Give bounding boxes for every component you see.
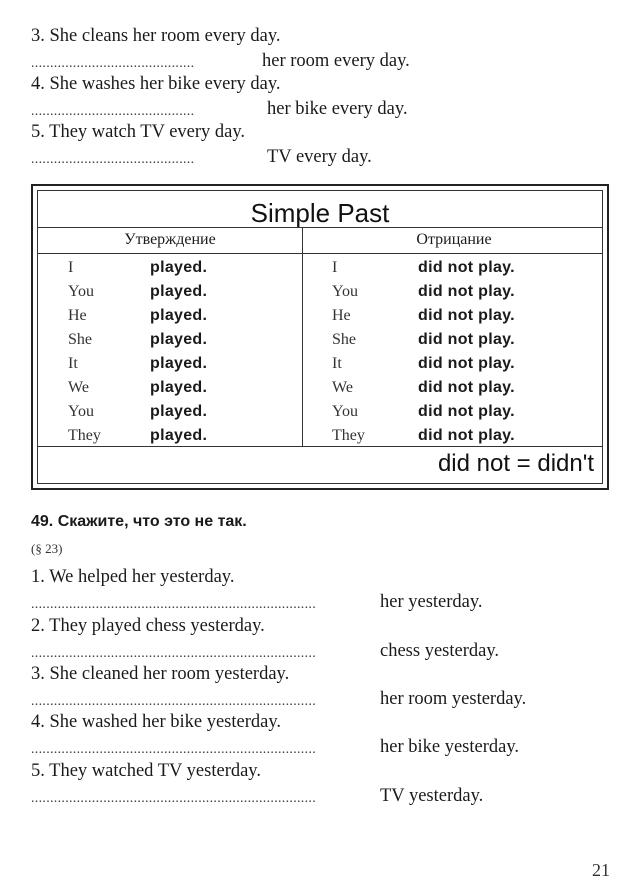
sentence-4: 4. She washed her bike yesterday. bbox=[31, 712, 282, 732]
exercise-reference: (§ 23) bbox=[31, 541, 63, 556]
divider bbox=[38, 446, 602, 447]
affirmative-verb: played. bbox=[150, 403, 208, 420]
affirmative-header: Утверждение bbox=[124, 231, 216, 248]
negative-verb: did not play. bbox=[418, 355, 515, 372]
completion-2: chess yesterday. bbox=[380, 641, 500, 661]
completion-1: her yesterday. bbox=[380, 592, 483, 612]
negative-verb: did not play. bbox=[418, 331, 515, 348]
negative-pronoun: It bbox=[332, 355, 342, 372]
negative-verb: did not play. bbox=[418, 427, 515, 444]
answer-blank-5[interactable]: ........................................... bbox=[31, 152, 195, 167]
negative-verb: did not play. bbox=[418, 283, 515, 300]
affirmative-pronoun: They bbox=[68, 427, 101, 444]
negative-pronoun: I bbox=[332, 259, 338, 276]
affirmative-pronoun: We bbox=[68, 379, 89, 396]
completion-4: her bike yesterday. bbox=[380, 737, 520, 757]
negative-pronoun: She bbox=[332, 331, 356, 348]
sentence-1: 1. We helped her yesterday. bbox=[31, 567, 235, 587]
negative-pronoun: You bbox=[332, 283, 358, 300]
affirmative-verb: played. bbox=[150, 331, 208, 348]
negative-pronoun: We bbox=[332, 379, 353, 396]
affirmative-pronoun: You bbox=[68, 403, 94, 420]
sentence-5: 5. They watch TV every day. bbox=[31, 122, 246, 142]
answer-blank-4[interactable]: ........................................................................... bbox=[31, 742, 316, 757]
answer-blank-4[interactable]: ........................................... bbox=[31, 104, 195, 119]
completion-5: TV every day. bbox=[267, 147, 372, 167]
column-divider bbox=[302, 227, 303, 447]
negative-header: Отрицание bbox=[416, 231, 492, 248]
affirmative-pronoun: It bbox=[68, 355, 78, 372]
affirmative-verb: played. bbox=[150, 427, 208, 444]
affirmative-verb: played. bbox=[150, 379, 208, 396]
exercise-title: 49. Скажите, что это не так. bbox=[31, 513, 247, 530]
negative-verb: did not play. bbox=[418, 379, 515, 396]
divider bbox=[38, 253, 602, 254]
affirmative-pronoun: He bbox=[68, 307, 87, 324]
completion-3: her room yesterday. bbox=[380, 689, 527, 709]
page-number: 21 bbox=[592, 860, 610, 880]
sentence-3: 3. She cleans her room every day. bbox=[31, 26, 281, 46]
answer-blank-5[interactable]: ........................................................................... bbox=[31, 791, 316, 806]
completion-5: TV yesterday. bbox=[380, 786, 484, 806]
table-title: Simple Past bbox=[250, 198, 390, 228]
affirmative-pronoun: She bbox=[68, 331, 92, 348]
affirmative-pronoun: I bbox=[68, 259, 74, 276]
sentence-3: 3. She cleaned her room yesterday. bbox=[31, 664, 290, 684]
answer-blank-2[interactable]: ........................................................................... bbox=[31, 646, 316, 661]
sentence-4: 4. She washes her bike every day. bbox=[31, 74, 281, 94]
completion-4: her bike every day. bbox=[267, 99, 408, 119]
table-footer: did not = didn't bbox=[437, 450, 594, 477]
affirmative-verb: played. bbox=[150, 355, 208, 372]
simple-past-table-inner bbox=[37, 190, 603, 484]
divider bbox=[38, 227, 602, 228]
negative-verb: did not play. bbox=[418, 307, 515, 324]
affirmative-verb: played. bbox=[150, 307, 208, 324]
sentence-2: 2. They played chess yesterday. bbox=[31, 616, 265, 636]
negative-pronoun: You bbox=[332, 403, 358, 420]
affirmative-verb: played. bbox=[150, 259, 208, 276]
simple-past-table bbox=[31, 184, 609, 490]
completion-3: her room every day. bbox=[262, 51, 410, 71]
affirmative-pronoun: You bbox=[68, 283, 94, 300]
negative-verb: did not play. bbox=[418, 403, 515, 420]
negative-pronoun: They bbox=[332, 427, 365, 444]
answer-blank-1[interactable]: ........................................................................... bbox=[31, 597, 316, 612]
affirmative-verb: played. bbox=[150, 283, 208, 300]
negative-verb: did not play. bbox=[418, 259, 515, 276]
sentence-5: 5. They watched TV yesterday. bbox=[31, 761, 261, 781]
answer-blank-3[interactable]: ........................................................................... bbox=[31, 694, 316, 709]
answer-blank-3[interactable]: ........................................... bbox=[31, 56, 195, 71]
negative-pronoun: He bbox=[332, 307, 351, 324]
